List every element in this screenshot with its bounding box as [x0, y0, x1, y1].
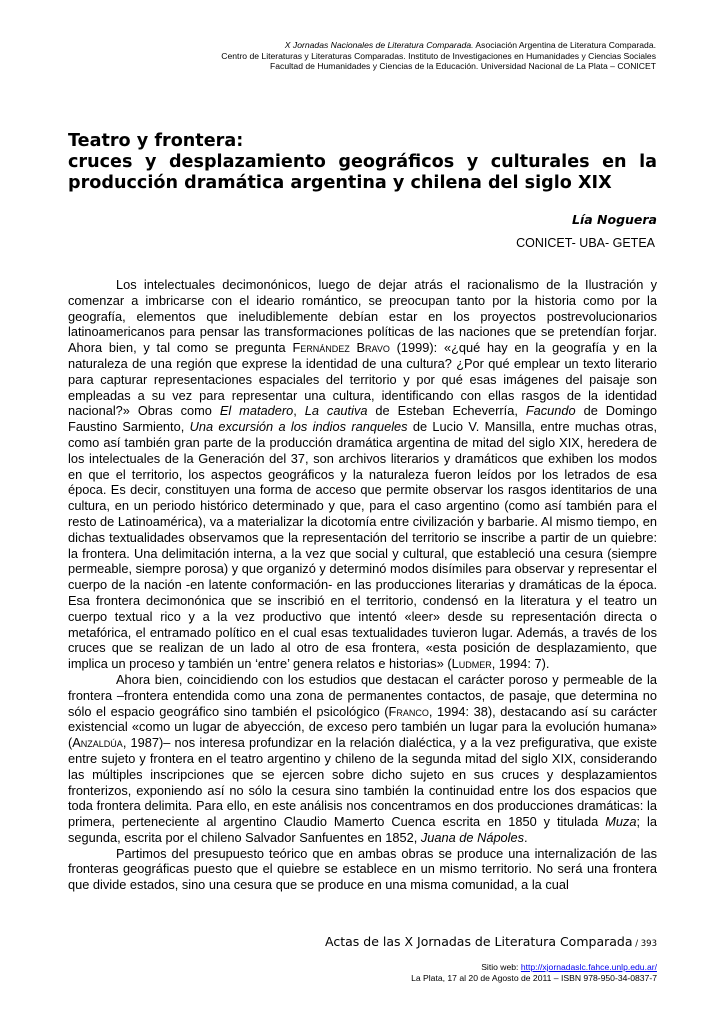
header-line-3: Facultad de Humanidades y Ciencias de la Educación. Universidad Nacional de La Plata – CONICET	[270, 61, 656, 72]
author-affiliation: CONICET- UBA- GETEA	[516, 236, 655, 250]
author-name: Lía Noguera	[571, 212, 657, 227]
work-title: Una excursión a los indios ranqueles	[189, 419, 408, 435]
paragraph-2	[68, 672, 657, 846]
header-conference-name: X Jornadas Nacionales de Literatura Comparada.	[284, 40, 474, 50]
header-line-1	[56, 40, 656, 51]
text-run: de Domingo Faustino Sarmiento,	[68, 403, 657, 435]
title-line-1: Teatro y frontera:	[68, 131, 244, 151]
paper-title	[68, 131, 657, 194]
paragraph-3	[68, 846, 657, 893]
cited-author: Fernández Bravo	[292, 340, 390, 356]
header-line-2: Centro de Literaturas y Literaturas Comparadas. Instituto de Investigaciones en Humanidades y Ciencias Sociales	[221, 50, 656, 61]
conference-header	[56, 40, 656, 72]
text-run: (1999): «¿qué hay en la geografía y en la naturaleza de una región que exprese la identidad de una cultura? ¿Por qué emplear un texto literario para capturar representaciones espaciales del territorio y por qué esas imágenes del paisaje son empleadas a su vez para representar una cultura, identificando con ellas rasgos de la identidad nacional?» Obras como	[68, 340, 658, 419]
proceedings-title: Actas de las X Jornadas de Literatura Comparada	[325, 934, 633, 949]
work-title: El matadero	[219, 403, 294, 419]
page-number: / 393	[632, 939, 657, 949]
cited-author: Anzaldúa	[72, 735, 123, 751]
text-run: de Esteban Echeverría,	[367, 403, 526, 419]
work-title: Facundo	[525, 403, 576, 419]
cited-author: Ludmer	[451, 656, 492, 672]
site-line	[411, 962, 657, 973]
title-line-2: cruces y desplazamiento geográficos y culturales en la	[68, 152, 657, 172]
header-association: Asociación Argentina de Literatura Comparada.	[473, 40, 656, 50]
site-link[interactable]: http://xjornadaslc.fahce.unlp.edu.ar/	[520, 962, 657, 972]
text-run: Ahora bien, coincidiendo con los estudios que destacan el carácter poroso y permeable de la frontera –frontera entendida como una zona de permanentes contactos, de pasaje, que determina no sólo el espacio geográfico sino también el psicológico (	[68, 671, 657, 719]
paragraph-1	[68, 277, 657, 672]
title-line-3: producción dramática argentina y chilena del siglo XIX	[68, 173, 612, 193]
article-body	[68, 277, 657, 893]
text-run: .	[524, 829, 528, 845]
text-run: Partimos del presupuesto teórico que en ambas obras se produce una internalización de las fronteras geográficas puesto que el quiebre se establece en un mismo territorio. No será una frontera que divide estados, sino una cesura que se produce en una misma comunidad, a la cual	[68, 845, 657, 893]
place-date-isbn: La Plata, 17 al 20 de Agosto de 2011 – ISBN 978-950-34-0837-7	[411, 972, 657, 983]
site-label: Sitio web:	[481, 962, 521, 972]
footer-proceedings	[325, 934, 657, 949]
cited-author: Franco	[388, 703, 429, 719]
work-title: Juana de Nápoles	[420, 829, 525, 845]
text-run: , 1987)– nos interesa profundizar en la relación dialéctica, y a la vez prefigurativa, que existe entre sujeto y frontera en el teatro argentino y chileno de la segunda mitad del siglo XIX, considerando las múltiples inscripciones que se ejercen sobre dicho sujeto en sus cruces y desplazamientos fronterizos, exponiendo así no sólo la cesura sino también la continuidad entre los dos espacios que toda frontera delimita. Para ello, en este análisis nos concentramos en dos producciones dramáticas: la primera, perteneciente al argentino Claudio Mamerto Cuenca escrita en 1850 y titulada	[68, 735, 657, 830]
text-run: Los intelectuales decimonónicos, luego de dejar atrás el racionalismo de la Ilustración y comenzar a imbricarse con el ideario romántico, se preocupan tanto por la historia como por la geografía, elementos que ineludiblemente debían estar en los proyectos postrevolucionarios latinoamericanos para pensar las transformaciones políticas de las naciones que se pretendían forjar. Ahora bien, y tal como se pregunta	[68, 277, 657, 356]
work-title: La cautiva	[304, 403, 368, 419]
text-run: ; la segunda, escrita por el chileno Salvador Sanfuentes en 1852,	[68, 814, 657, 845]
work-title: Muza	[605, 814, 637, 830]
text-run: , 1994: 7).	[491, 656, 550, 672]
text-run: de Lucio V. Mansilla, entre muchas otras, como así también gran parte de la producción dramática argentina de mitad del siglo XIX, heredera de los intelectuales de la Generación del 37, son archivos literarios y dramáticos que exhiben los modos en que el territorio, los aspectos geográficos y la naturaleza fueron leídos por los letrados de esa época. Es decir, constituyen una forma de acceso que permite observar los rasgos identitarios de una cultura, en un periodo histórico determinado y que, para el caso argentino (como así también para el resto de Latinoamérica), va a materializar la dicotomía entre civilización y barbarie. Al mismo tiempo, en dichas textualidades observamos que la representación del territorio se inscribe a partir de un quiebre: la frontera. Una delimitación interna, a la vez que social y cultural, que estableció una cesura (siempre permeable, siempre porosa) y que organizó y determinó modos disímiles para observar y representar el cuerpo de la nación -en latente conformación- en las producciones literarias y dramáticas de la época. Esa frontera decimonónica que se inscribió en el territorio, condensó en la literatura y el teatro un cuerpo textual rico y a la vez productivo que intentó «leer» desde su representación directa o metafórica, el entramado político en el cual esas textualidades tuvieron lugar. Además, a través de los cruces que se realizan de un lado al otro de esa frontera, «esta posición de desplazamiento, que implica un proceso y también un ‘entre’ genera relatos e historias» (	[68, 419, 658, 672]
text-run: ,	[293, 403, 305, 419]
footer-site-info	[411, 962, 657, 983]
text-run: , 1994: 38), destacando así su carácter existencial «como un lugar de abyección, de exceso pero también un lugar para la evolución humana» (	[68, 703, 657, 751]
